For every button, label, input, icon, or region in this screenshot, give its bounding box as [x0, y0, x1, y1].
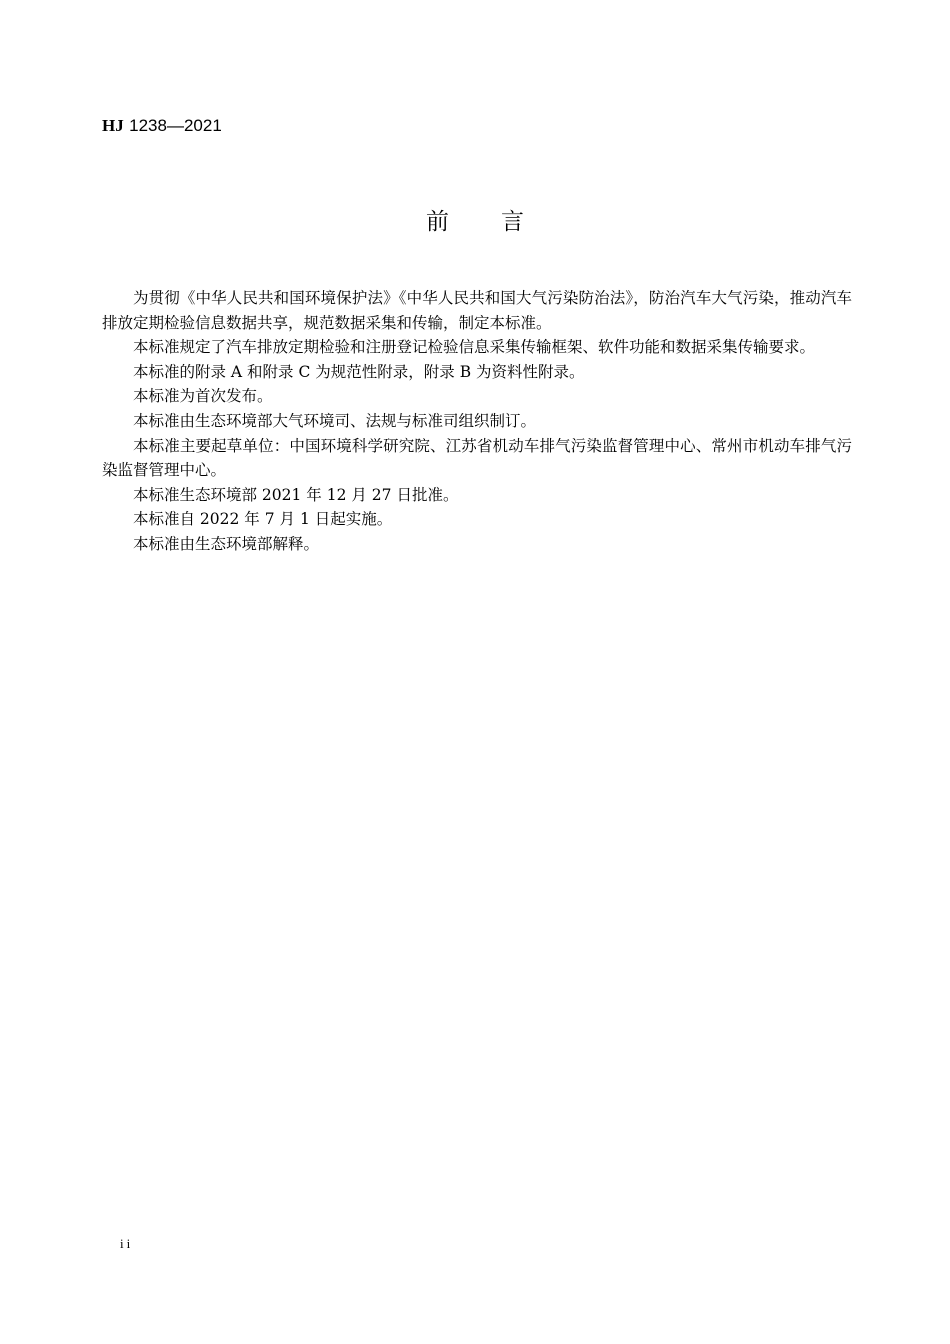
page-number: ii	[120, 1236, 134, 1251]
paragraph: 本标准由生态环境部大气环境司、法规与标准司组织制订。	[133, 411, 537, 430]
standard-number: 1238—2021	[129, 116, 222, 135]
paragraph: 为贯彻《中华人民共和国环境保护法》《中华人民共和国大气污染防治法》，防治汽车大气污染，推动汽车排放定期检验信息数据共享，规范数据采集和传输，制定本标准。	[102, 289, 852, 332]
paragraph: 本标准主要起草单位：中国环境科学研究院、江苏省机动车排气污染监督管理中心、常州市机动车排气污染监督管理中心。	[102, 436, 852, 480]
paragraph: 本标准自 2022 年 7 月 1 日起实施。	[133, 510, 393, 529]
foreword-body	[102, 286, 852, 557]
paragraph: 本标准生态环境部 2021 年 12 月 27 日批准。	[133, 485, 459, 504]
standard-code: HJ	[102, 116, 124, 135]
paragraph: 本标准规定了汽车排放定期检验和注册登记检验信息采集传输框架、软件功能和数据采集传输要求。	[133, 338, 816, 357]
paragraph: 本标准为首次发布。	[133, 387, 273, 406]
standard-number-header	[102, 116, 222, 136]
paragraph: 本标准的附录 A 和附录 C 为规范性附录，附录 B 为资料性附录。	[133, 362, 585, 381]
page-title: 前言	[426, 209, 576, 235]
paragraph: 本标准由生态环境部解释。	[133, 534, 320, 553]
